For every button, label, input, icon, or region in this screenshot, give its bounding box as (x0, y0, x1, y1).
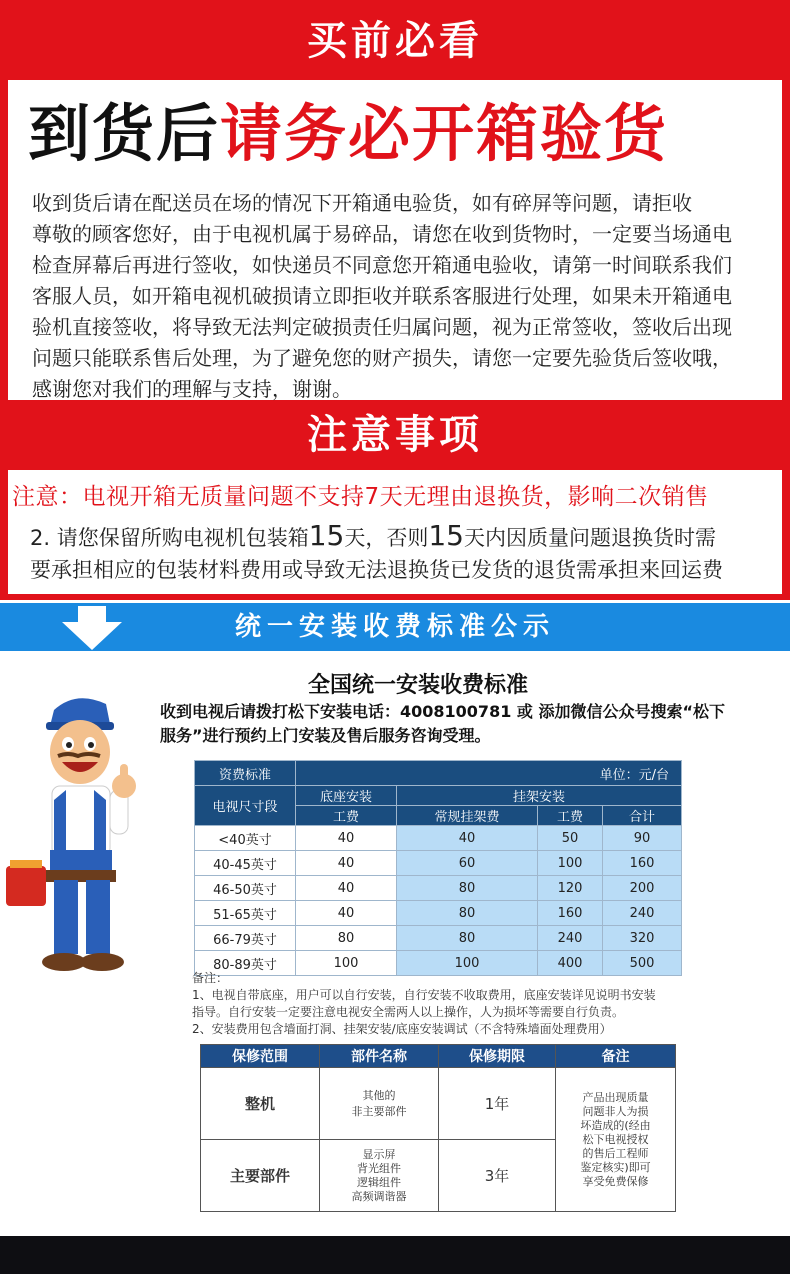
col-header: 备注 (556, 1045, 676, 1068)
col-header: 工费 (538, 806, 603, 826)
notice-line: 客服人员，如开箱电视机破损请立即拒收并联系客服进行处理，如果未开箱通电 (32, 284, 732, 308)
packaging-note-b: 天，否则 (344, 526, 429, 550)
table-row (195, 851, 682, 876)
table-cell: 51-65英寸 (195, 901, 296, 926)
warranty-parts (320, 1140, 439, 1212)
install-phone-line: 收到电视后请拨打松下安装电话：4008100781 或 添加微信公众号搜索“松下 (160, 702, 725, 721)
table-cell: 40 (296, 851, 397, 876)
part-name: 背光组件 (357, 1161, 401, 1175)
remark-line: 坏造成的(经由 (580, 1118, 651, 1132)
part-name: 显示屏 (362, 1147, 396, 1161)
attention-title: 注意事项 (307, 412, 483, 458)
return-policy-note: 注意：电视开箱无质量问题不支持7天无理由退换货，影响二次销售 (12, 484, 709, 510)
remark-line: 产品出现质量 (582, 1090, 649, 1104)
table-cell: 240 (538, 926, 603, 951)
table-cell: 160 (603, 851, 682, 876)
table-cell: 80 (397, 901, 538, 926)
table-cell: 40 (296, 876, 397, 901)
worker-mascot-icon (6, 690, 156, 990)
days-number: 15 (308, 519, 345, 552)
days-number: 15 (428, 519, 464, 552)
warranty-table (200, 1044, 676, 1212)
note-line: 指导。自行安装一定要注意电视安全需两人以上操作，人为损坏等需要自行负责。 (192, 1005, 625, 1019)
warranty-scope: 整机 (201, 1068, 320, 1140)
notice-line: 尊敬的顾客您好，由于电视机属于易碎品，请您在收到货物时，一定要当场通电 (32, 222, 732, 246)
packaging-note-line3: 要承担相应的包装材料费用或导致无法退换货已发货的退货需承担来回运费 (30, 558, 723, 582)
unit-label: 单位：元/台 (296, 761, 682, 786)
table-cell: 40 (296, 901, 397, 926)
remark-line: 享受免费保修 (582, 1174, 649, 1188)
table-row (195, 826, 682, 851)
buy-notice-section (0, 0, 790, 600)
down-arrow-icon (60, 606, 124, 652)
table-cell: 40-45英寸 (195, 851, 296, 876)
note-line: 2、安装费用包含墙面打洞、挂架安装/底座安装调试（不含特殊墙面处理费用） (192, 1022, 612, 1036)
notice-line: 问题只能联系售后处理，为了避免您的财产损失，请您一定要先验货后签收哦， (32, 346, 732, 370)
part-name: 其他的 (362, 1088, 396, 1102)
table-cell: 46-50英寸 (195, 876, 296, 901)
col-header: 常规挂架费 (397, 806, 538, 826)
bottom-dark-strip (0, 1236, 790, 1274)
notice-box (8, 80, 782, 400)
table-cell: 60 (397, 851, 538, 876)
col-header: 挂架安装 (397, 786, 682, 806)
install-fee-table (194, 760, 682, 976)
table-cell: 90 (603, 826, 682, 851)
notice-line: 验机直接签收，将导致无法判定破损责任归属问题，视为正常签收，签收后出现 (32, 315, 732, 339)
table-cell: 240 (603, 901, 682, 926)
packaging-note-c: 天内因质量问题退换货时需 (464, 526, 716, 550)
col-header: 电视尺寸段 (195, 786, 296, 826)
part-name: 逻辑组件 (357, 1175, 401, 1189)
table-cell: 40 (296, 826, 397, 851)
table-cell: 200 (603, 876, 682, 901)
install-standard-title: 全国统一安装收费标准 (308, 673, 529, 698)
packaging-note (30, 520, 723, 586)
col-header: 资费标准 (195, 761, 296, 786)
part-name: 高频调谐器 (351, 1189, 407, 1203)
remark-line: 松下电视授权 (582, 1132, 649, 1146)
notice-line: 感谢您对我们的理解与支持，谢谢。 (32, 377, 352, 401)
col-header: 部件名称 (320, 1045, 439, 1068)
notice-paragraph (32, 188, 772, 405)
table-cell: 40 (397, 826, 538, 851)
col-header: 工费 (296, 806, 397, 826)
table-cell: 400 (538, 951, 603, 976)
warranty-period: 1年 (439, 1068, 556, 1140)
note-line: 1、电视自带底座，用户可以自行安装，自行安装不收取费用，底座安装详见说明书安装 (192, 988, 656, 1002)
remark-line: 鉴定核实)即可 (580, 1160, 651, 1174)
table-row (195, 876, 682, 901)
table-cell: 80-89英寸 (195, 951, 296, 976)
warranty-parts (320, 1068, 439, 1140)
table-cell: 66-79英寸 (195, 926, 296, 951)
table-cell: <40英寸 (195, 826, 296, 851)
notice-line: 收到货后请在配送员在场的情况下开箱通电验货，如有碎屏等问题，请拒收 (32, 191, 692, 215)
warranty-remark (556, 1068, 676, 1212)
install-phone-line: 服务”进行预约上门安装及售后服务咨询受理。 (160, 726, 491, 745)
table-row (195, 926, 682, 951)
attention-box (8, 470, 782, 594)
install-phone-info (160, 700, 780, 748)
table-cell: 100 (296, 951, 397, 976)
install-notes (192, 970, 656, 1038)
table-row (201, 1068, 676, 1140)
table-cell: 120 (538, 876, 603, 901)
table-cell: 80 (397, 926, 538, 951)
table-cell: 500 (603, 951, 682, 976)
table-cell: 100 (397, 951, 538, 976)
notice-line: 检查屏幕后再进行签收，如快递员不同意您开箱通电验收，请第一时间联系我们 (32, 253, 732, 277)
table-cell: 50 (538, 826, 603, 851)
table-cell: 80 (296, 926, 397, 951)
warranty-scope: 主要部件 (201, 1140, 320, 1212)
buy-notice-title: 买前必看 (307, 18, 483, 64)
table-cell: 320 (603, 926, 682, 951)
table-row (195, 901, 682, 926)
part-name: 非主要部件 (351, 1104, 407, 1118)
table-cell: 100 (538, 851, 603, 876)
col-header: 合计 (603, 806, 682, 826)
note-line: 备注： (192, 971, 229, 985)
col-header: 保修范围 (201, 1045, 320, 1068)
remark-line: 问题非人为损 (582, 1104, 649, 1118)
col-header: 底座安装 (296, 786, 397, 806)
headline (28, 98, 668, 170)
headline-red: 请务必开箱验货 (220, 97, 669, 170)
col-header: 保修期限 (439, 1045, 556, 1068)
remark-line: 的售后工程师 (582, 1146, 649, 1160)
table-cell: 160 (538, 901, 603, 926)
table-cell: 80 (397, 876, 538, 901)
packaging-note-a: 2. 请您保留所购电视机包装箱 (30, 526, 309, 550)
headline-black: 到货后 (28, 97, 221, 170)
warranty-period: 3年 (439, 1140, 556, 1212)
install-fee-banner-text: 统一安装收费标准公示 (234, 612, 555, 642)
